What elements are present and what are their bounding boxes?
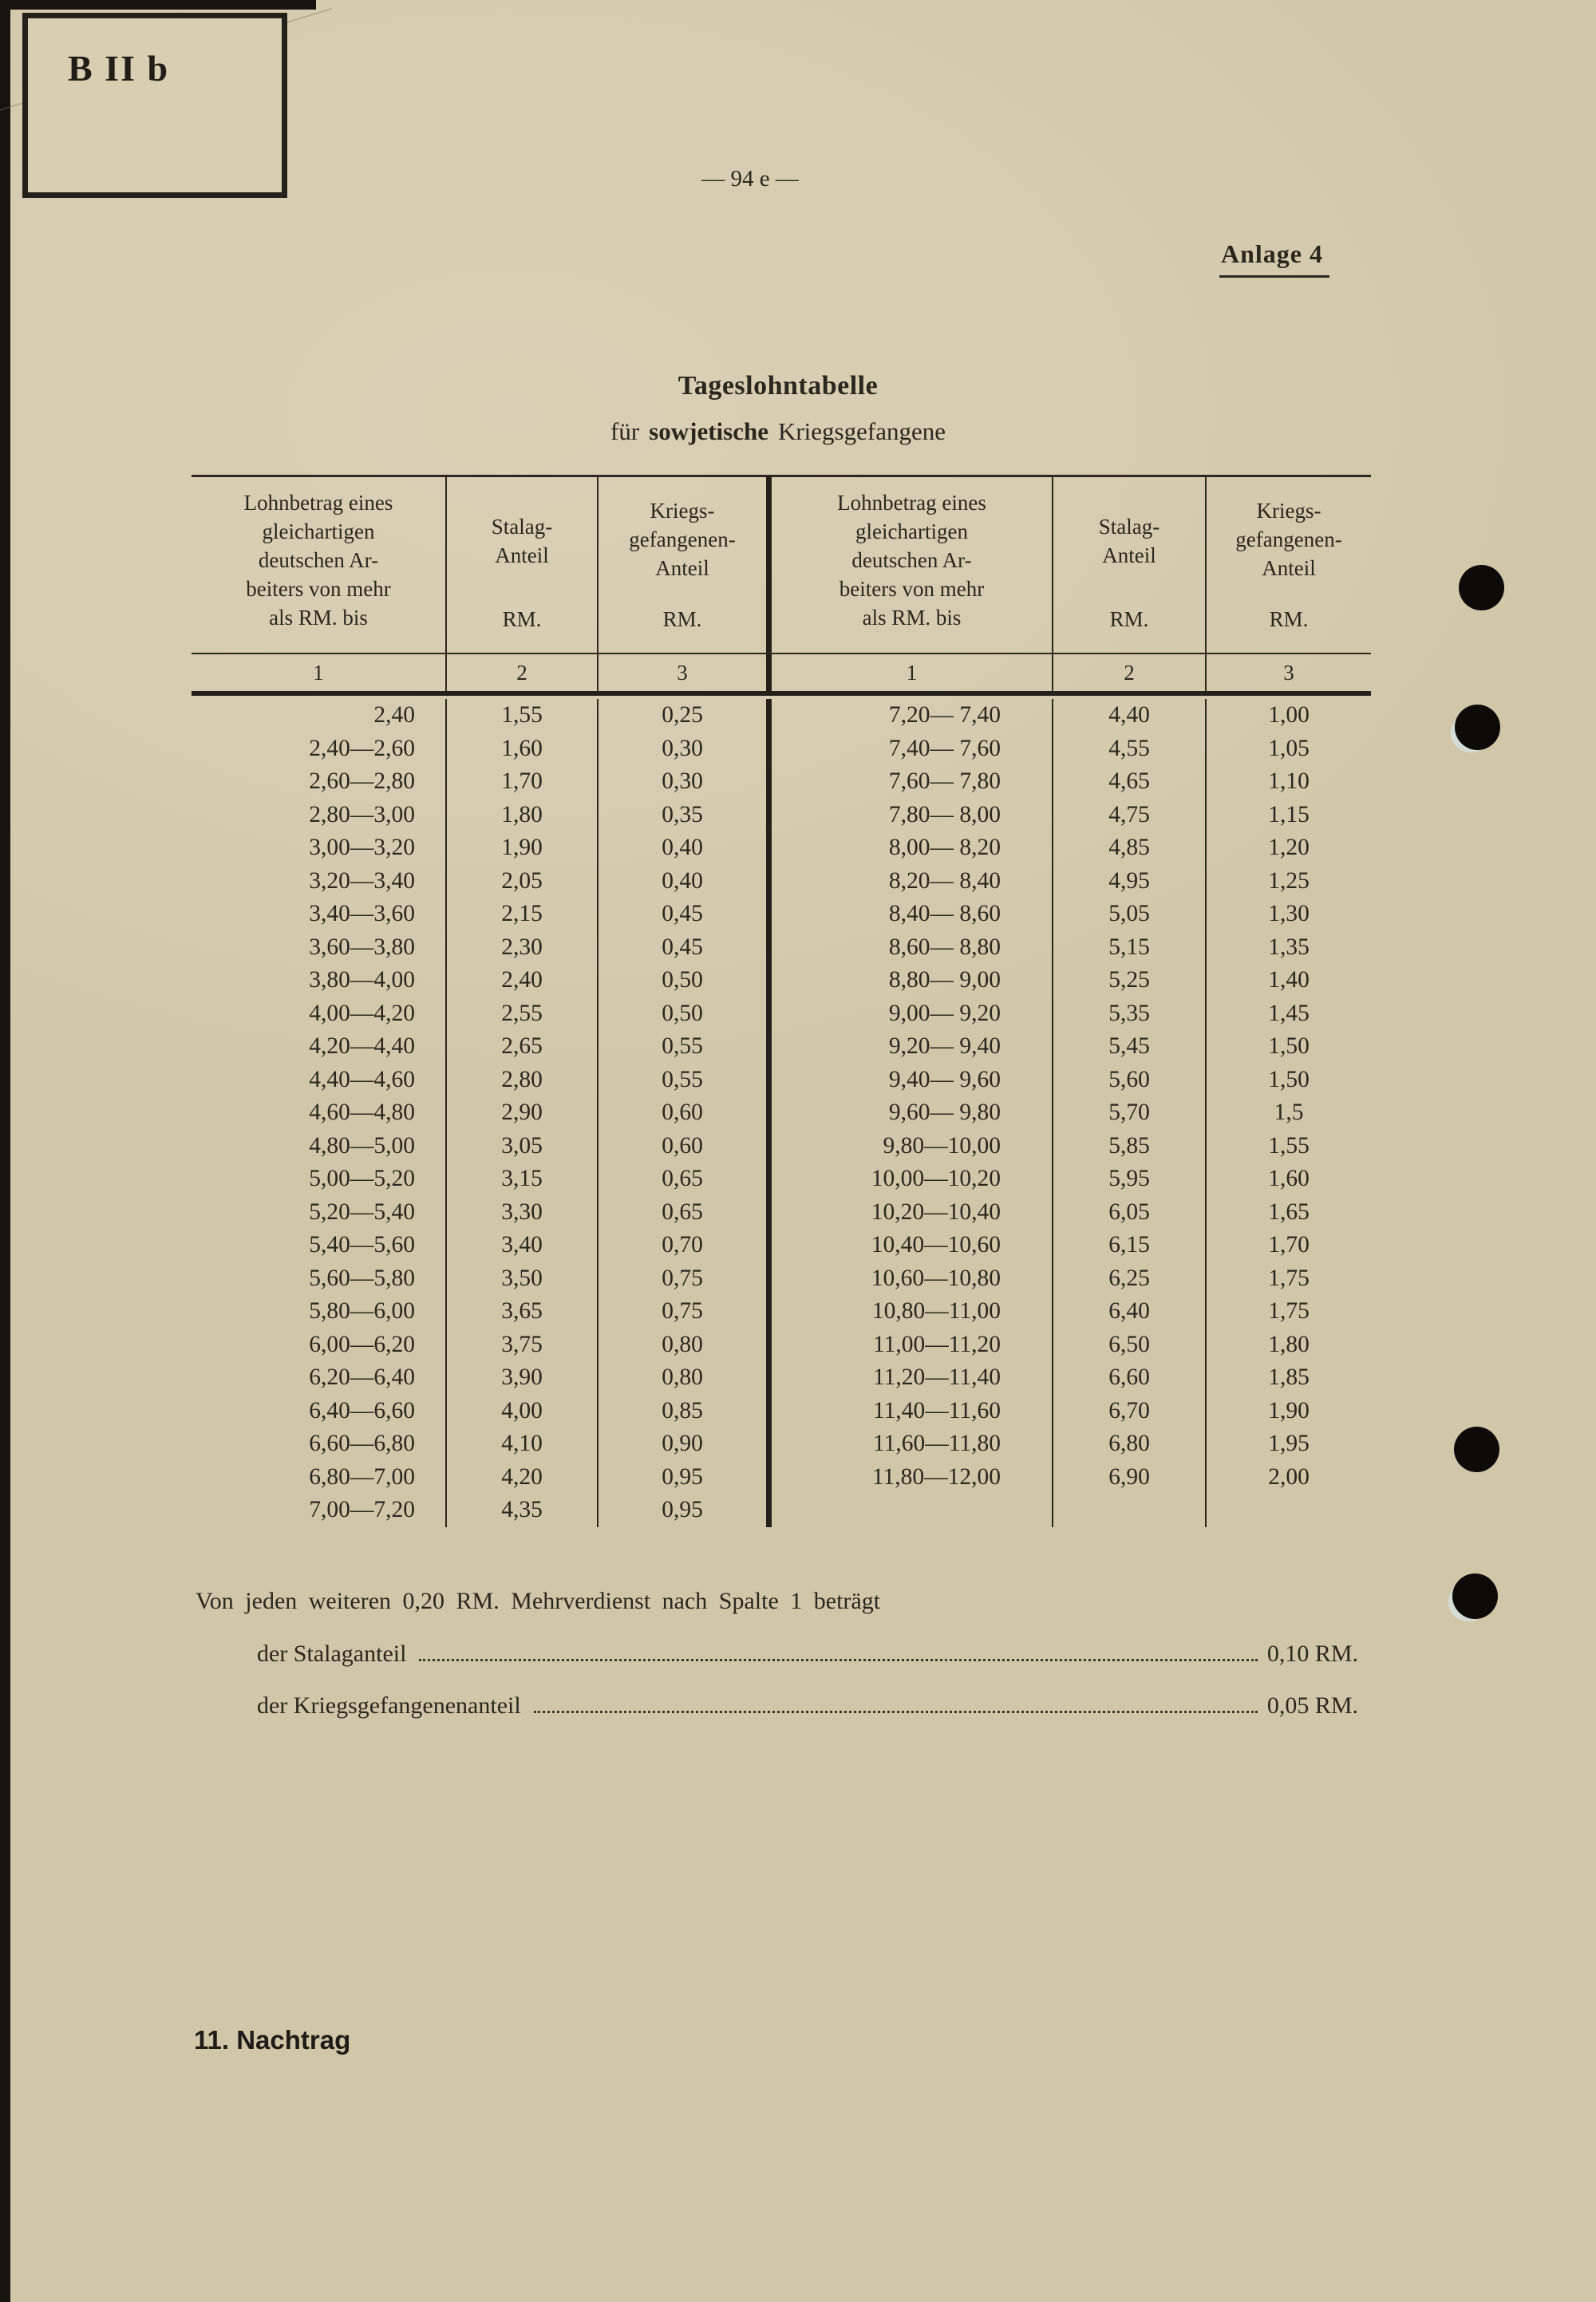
table-cell: 9,40— 9,60 <box>766 1064 1052 1097</box>
header-stalag-right <box>1052 477 1205 653</box>
table-cell: 6,40 <box>1052 1295 1205 1329</box>
table-cell: 2,30 <box>445 931 597 965</box>
header-line: gefangenen- <box>629 527 736 551</box>
table-cell: 3,80—4,00 <box>309 967 415 993</box>
table-cell: 4,55 <box>1052 732 1205 766</box>
table-cell: 4,65 <box>1052 765 1205 799</box>
header-wage-right <box>766 477 1052 653</box>
table-cell: 1,55 <box>1205 1130 1371 1163</box>
table-cell: 11,60—11,80 <box>766 1427 1052 1461</box>
table-cell: 6,80—7,00 <box>309 1463 415 1490</box>
table-cell: 0,80 <box>597 1329 766 1362</box>
table-cell: 10,00—10,20 <box>766 1163 1052 1196</box>
table-cell: 1,70 <box>1205 1229 1371 1262</box>
table-cell: 1,40 <box>1205 964 1371 997</box>
table-cell: 3,15 <box>445 1163 597 1196</box>
table-cell: 4,35 <box>445 1494 597 1527</box>
footnote-label: der Kriegsgefangenenanteil <box>257 1692 521 1719</box>
table-cell: 8,40— 8,60 <box>766 898 1052 931</box>
table-cell: 1,55 <box>445 699 597 732</box>
table-cell: 6,90 <box>1052 1461 1205 1495</box>
table-cell: 6,00—6,20 <box>309 1331 415 1357</box>
footnote-item <box>257 1641 1358 1668</box>
wage-table <box>192 475 1371 1527</box>
table-cell: 0,70 <box>597 1229 766 1262</box>
table-cell: 6,20—6,40 <box>309 1364 415 1390</box>
table-cell: 3,60—3,80 <box>309 934 415 960</box>
classification-stamp: B II b <box>68 48 170 89</box>
table-cell: 4,20—4,40 <box>309 1033 415 1059</box>
table-cell: 7,80— 8,00 <box>766 799 1052 832</box>
table-cell: 9,80—10,00 <box>766 1130 1052 1163</box>
footnote-line: Von jeden weiteren 0,20 RM. Mehrverdienst nach Spalte 1 beträgt <box>196 1588 881 1614</box>
header-unit: RM. <box>1269 607 1309 631</box>
table-cell: 0,45 <box>597 898 766 931</box>
header-line: beiters von mehr <box>246 577 391 601</box>
table-cell <box>1205 1494 1371 1527</box>
table-cell: 5,15 <box>1052 931 1205 965</box>
table-cell: 8,00— 8,20 <box>766 831 1052 865</box>
table-cell: 1,05 <box>1205 732 1371 766</box>
header-line: als RM. bis <box>269 606 368 630</box>
table-cell: 5,60 <box>1052 1064 1205 1097</box>
table-cell: 6,25 <box>1052 1262 1205 1296</box>
table-cell: 5,40—5,60 <box>309 1232 415 1258</box>
column-number: 2 <box>445 654 597 691</box>
table-cell: 0,75 <box>597 1295 766 1329</box>
supplement-note: 11. Nachtrag <box>194 2025 351 2055</box>
table-cell: 1,10 <box>1205 765 1371 799</box>
table-cell: 11,40—11,60 <box>766 1395 1052 1428</box>
punch-hole <box>1452 1573 1498 1619</box>
punch-hole <box>1459 565 1504 610</box>
table-cell: 2,40 <box>373 702 415 728</box>
dotted-leader <box>534 1711 1258 1713</box>
table-cell: 6,60—6,80 <box>309 1431 415 1456</box>
table-cell: 10,20—10,40 <box>766 1196 1052 1230</box>
table-cell: 8,60— 8,80 <box>766 931 1052 965</box>
table-cell: 1,30 <box>1205 898 1371 931</box>
punch-hole <box>1454 1427 1499 1472</box>
table-cell: 0,85 <box>597 1395 766 1428</box>
column-number: 1 <box>313 661 324 685</box>
table-cell: 0,25 <box>597 699 766 732</box>
table-cell: 8,20— 8,40 <box>766 865 1052 898</box>
table-cell: 9,60— 9,80 <box>766 1096 1052 1130</box>
table-cell: 5,95 <box>1052 1163 1205 1196</box>
table-cell: 1,80 <box>445 799 597 832</box>
table-data-rows <box>192 696 1371 1527</box>
table-cell: 1,20 <box>1205 831 1371 865</box>
table-cell: 0,95 <box>597 1494 766 1527</box>
table-cell: 6,15 <box>1052 1229 1205 1262</box>
column-number: 3 <box>1205 654 1371 691</box>
footnote-label: der Stalaganteil <box>257 1641 407 1667</box>
table-cell: 3,20—3,40 <box>309 867 415 894</box>
table-cell: 4,85 <box>1052 831 1205 865</box>
table-cell: 1,90 <box>1205 1395 1371 1428</box>
table-cell: 0,50 <box>597 964 766 997</box>
table-cell: 3,40—3,60 <box>309 901 415 926</box>
table-cell: 4,20 <box>445 1461 597 1495</box>
header-line: gleichartigen <box>262 519 375 543</box>
table-cell <box>766 1494 1052 1527</box>
table-cell: 7,00—7,20 <box>309 1497 415 1522</box>
table-cell: 4,40—4,60 <box>309 1066 415 1092</box>
table-cell: 10,40—10,60 <box>766 1229 1052 1262</box>
table-cell: 2,90 <box>445 1096 597 1130</box>
header-line: Anteil <box>655 556 709 580</box>
table-cell: 1,00 <box>1205 699 1371 732</box>
table-cell: 0,30 <box>597 732 766 766</box>
table-cell: 6,80 <box>1052 1427 1205 1461</box>
header-line: Kriegs- <box>650 499 715 523</box>
table-cell: 5,05 <box>1052 898 1205 931</box>
header-line: Lohnbetrag eines <box>243 491 393 515</box>
table-cell: 0,55 <box>597 1030 766 1064</box>
table-cell: 6,50 <box>1052 1329 1205 1362</box>
column-number: 2 <box>1052 654 1205 691</box>
table-cell: 4,40 <box>1052 699 1205 732</box>
table-cell: 0,55 <box>597 1064 766 1097</box>
table-cell: 4,00 <box>445 1395 597 1428</box>
page-left-edge <box>0 0 10 2302</box>
header-line: gleichartigen <box>855 519 968 543</box>
table-cell: 1,60 <box>445 732 597 766</box>
table-cell: 6,60 <box>1052 1361 1205 1395</box>
table-cell: 7,60— 7,80 <box>766 765 1052 799</box>
table-cell: 0,80 <box>597 1361 766 1395</box>
table-cell: 7,20— 7,40 <box>766 699 1052 732</box>
footnote-item <box>257 1692 1358 1720</box>
table-cell: 2,65 <box>445 1030 597 1064</box>
table-cell: 3,00—3,20 <box>309 835 415 860</box>
column-number: 1 <box>766 654 1052 691</box>
table-cell: 4,60—4,80 <box>309 1100 415 1125</box>
table-cell: 11,20—11,40 <box>766 1361 1052 1395</box>
table-cell: 1,90 <box>445 831 597 865</box>
table-cell: 3,30 <box>445 1196 597 1230</box>
subtitle-suffix: Kriegsgefangene <box>777 417 946 445</box>
table-cell: 0,95 <box>597 1461 766 1495</box>
table-cell: 2,60—2,80 <box>309 768 415 794</box>
table-cell: 5,60—5,80 <box>309 1265 415 1291</box>
header-pow-right <box>1205 477 1371 653</box>
header-line: als RM. bis <box>862 606 962 630</box>
table-cell: 0,65 <box>597 1196 766 1230</box>
table-cell: 1,75 <box>1205 1262 1371 1296</box>
page-number: — 94 e — <box>701 166 799 192</box>
table-cell: 1,25 <box>1205 865 1371 898</box>
header-line: Anteil <box>1102 543 1156 567</box>
column-number: 3 <box>597 654 766 691</box>
table-cell: 3,05 <box>445 1130 597 1163</box>
table-cell: 6,05 <box>1052 1196 1205 1230</box>
table-cell: 0,40 <box>597 831 766 865</box>
table-cell: 0,30 <box>597 765 766 799</box>
header-line: deutschen Ar- <box>851 548 972 572</box>
table-cell: 4,00—4,20 <box>309 1000 415 1026</box>
table-cell: 1,45 <box>1205 997 1371 1031</box>
header-unit: RM. <box>502 607 542 631</box>
header-line: Kriegs- <box>1256 499 1321 523</box>
table-cell: 2,40 <box>445 964 597 997</box>
page-top-edge <box>0 0 316 10</box>
document-subtitle <box>0 417 1556 446</box>
header-line: beiters von mehr <box>839 577 985 601</box>
table-cell: 3,65 <box>445 1295 597 1329</box>
footnote-value: 0,10 RM. <box>1266 1641 1358 1667</box>
dotted-leader <box>419 1659 1257 1661</box>
table-cell: 1,35 <box>1205 931 1371 965</box>
table-cell: 5,85 <box>1052 1130 1205 1163</box>
table-cell: 6,40—6,60 <box>309 1397 415 1423</box>
table-cell <box>1052 1494 1205 1527</box>
header-line: Stalag- <box>491 515 553 539</box>
table-cell: 2,55 <box>445 997 597 1031</box>
footnote-value: 0,05 RM. <box>1266 1692 1358 1719</box>
table-cell: 1,65 <box>1205 1196 1371 1230</box>
table-cell: 5,25 <box>1052 964 1205 997</box>
table-cell: 4,10 <box>445 1427 597 1461</box>
punch-hole <box>1455 705 1500 750</box>
table-cell: 1,70 <box>445 765 597 799</box>
table-cell: 0,60 <box>597 1096 766 1130</box>
table-cell: 0,65 <box>597 1163 766 1196</box>
table-cell: 2,80—3,00 <box>309 801 415 827</box>
table-cell: 1,50 <box>1205 1030 1371 1064</box>
table-cell: 10,60—10,80 <box>766 1262 1052 1296</box>
table-cell: 2,80 <box>445 1064 597 1097</box>
table-cell: 3,75 <box>445 1329 597 1362</box>
table-cell: 0,50 <box>597 997 766 1031</box>
subtitle-prefix: für <box>610 417 640 445</box>
table-cell: 1,60 <box>1205 1163 1371 1196</box>
table-cell: 0,75 <box>597 1262 766 1296</box>
table-cell: 4,95 <box>1052 865 1205 898</box>
table-column-numbers <box>192 654 1371 696</box>
header-unit: RM. <box>1109 607 1149 631</box>
table-cell: 0,40 <box>597 865 766 898</box>
header-line: Anteil <box>495 543 549 567</box>
table-cell: 1,5 <box>1205 1096 1371 1130</box>
table-cell: 5,20—5,40 <box>309 1198 415 1225</box>
table-cell: 1,50 <box>1205 1064 1371 1097</box>
header-line: deutschen Ar- <box>258 548 379 572</box>
table-cell: 3,40 <box>445 1229 597 1262</box>
table-cell: 1,95 <box>1205 1427 1371 1461</box>
table-cell: 7,40— 7,60 <box>766 732 1052 766</box>
table-cell: 1,85 <box>1205 1361 1371 1395</box>
table-cell: 2,40—2,60 <box>309 735 415 761</box>
table-cell: 1,15 <box>1205 799 1371 832</box>
header-stalag-left <box>445 477 597 653</box>
table-cell: 2,05 <box>445 865 597 898</box>
table-cell: 3,90 <box>445 1361 597 1395</box>
table-cell: 8,80— 9,00 <box>766 964 1052 997</box>
table-cell: 11,80—12,00 <box>766 1461 1052 1495</box>
table-cell: 5,80—6,00 <box>309 1298 415 1324</box>
table-cell: 11,00—11,20 <box>766 1329 1052 1362</box>
table-cell: 0,45 <box>597 931 766 965</box>
table-cell: 1,80 <box>1205 1329 1371 1362</box>
subtitle-bold-word: sowjetische <box>649 417 768 445</box>
table-cell: 2,15 <box>445 898 597 931</box>
table-cell: 9,00— 9,20 <box>766 997 1052 1031</box>
header-unit: RM. <box>662 607 702 631</box>
table-cell: 0,35 <box>597 799 766 832</box>
table-cell: 5,35 <box>1052 997 1205 1031</box>
table-cell: 5,00—5,20 <box>309 1166 415 1191</box>
table-cell: 1,75 <box>1205 1295 1371 1329</box>
table-cell: 5,70 <box>1052 1096 1205 1130</box>
header-line: gefangenen- <box>1235 527 1342 551</box>
header-line: Lohnbetrag eines <box>837 491 986 515</box>
table-cell: 0,60 <box>597 1130 766 1163</box>
table-cell: 3,50 <box>445 1262 597 1296</box>
header-line: Stalag- <box>1098 515 1160 539</box>
table-cell: 2,00 <box>1205 1461 1371 1495</box>
table-cell: 10,80—11,00 <box>766 1295 1052 1329</box>
table-cell: 6,70 <box>1052 1395 1205 1428</box>
document-title: Tageslohntabelle <box>678 371 879 401</box>
header-pow-left <box>597 477 766 653</box>
table-cell: 0,90 <box>597 1427 766 1461</box>
table-cell: 4,75 <box>1052 799 1205 832</box>
table-header <box>192 475 1371 654</box>
header-line: Anteil <box>1262 556 1316 580</box>
annex-label: Anlage 4 <box>1219 239 1329 278</box>
table-cell: 4,80—5,00 <box>309 1132 415 1159</box>
table-cell: 9,20— 9,40 <box>766 1030 1052 1064</box>
header-wage-left <box>192 477 445 653</box>
table-cell: 5,45 <box>1052 1030 1205 1064</box>
